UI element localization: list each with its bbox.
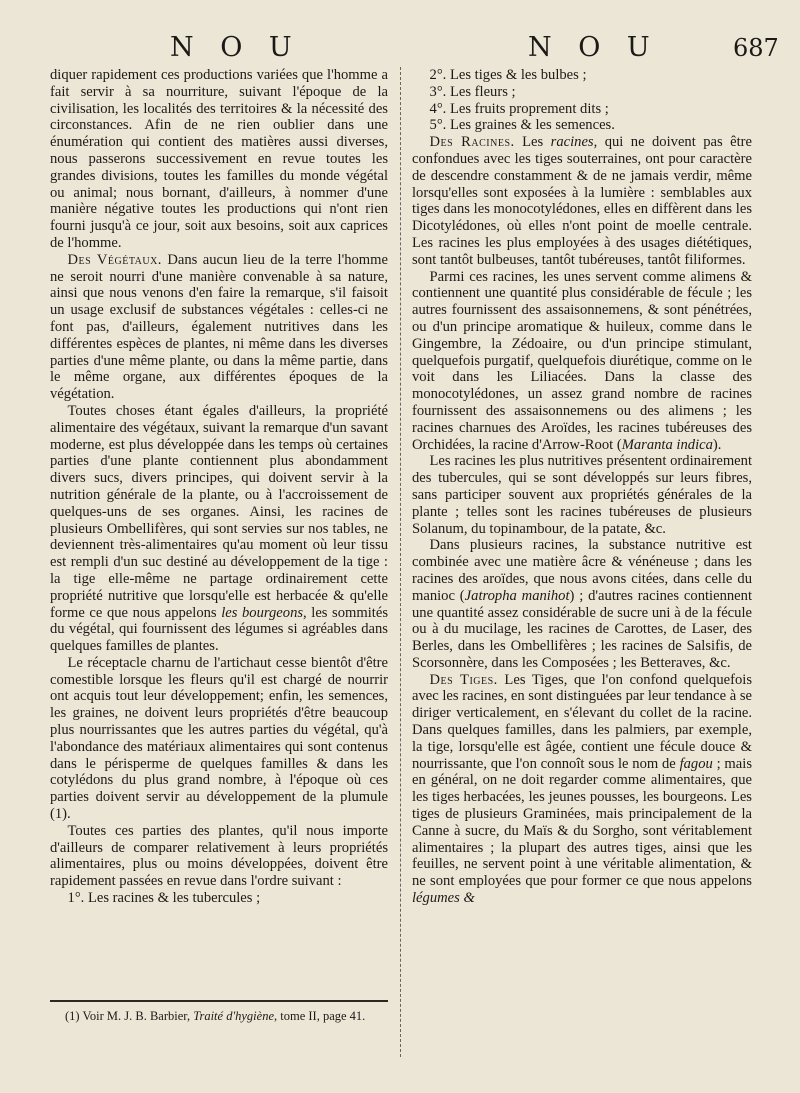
footnote: (1) Voir M. J. B. Barbier, Traité d'hygiène, tome II, page 41. xyxy=(65,1009,366,1023)
section-heading: Des Racines. xyxy=(429,134,515,151)
column-divider xyxy=(400,67,402,1057)
page-number: 687 xyxy=(733,34,779,62)
paragraph: Toutes choses étant égales d'ailleurs, la propriété alimentaire des végétaux, suivant la remarque d'un savant moderne, est plus développée dans les temps où certaines parties d'une plante contiennent plus abondamment divers sucs, divers principes, qui doivent servir à la nutrition générale de la plante, ou à l'accroissement de quelques-uns de ses organes. Ainsi, les racines de plusieurs Ombellifères, qui sont servies sur nos tables, ne deviennent très-alimentaires qu'au moment où leur tissu est rempli d'un suc destiné au développement de la tige : la tige elle-même ne partage ordinairement cette propriété nutritive que lorsqu'elle est herbacée & qu'elle forme ce que nous appelons les bourgeons, les sommités du végétal, qui fournissent des légumes si agréables dans quelques familles de plantes. xyxy=(50,402,388,655)
paragraph: Les racines les plus nutritives présentent ordinairement des tubercules, qui se sont développés sur leurs fibres, sans participer souvent aux propriétés générales de la plante ; telles sont les racines tubéreuses de plusieurs Solanum, du topinambour, de la patate, &c. xyxy=(412,453,752,537)
section-heading: Des Végétaux. xyxy=(67,251,162,268)
paragraph: Des Tiges. Les Tiges, que l'on confond quelquefois avec les racines, en sont distinguées par leur tendance à se diriger verticalement, en s'élevant du collet de la racine. Dans quelques familles, dans les palmiers, par exemple, la tige, lorsqu'elle est âgée, contient une fécule douce & nourrissante, que l'on connoît sous le nom de fagou ; mais en général, on ne doit regarder comme alimentaires, que les tiges herbacées, les jeunes pousses, les bourgeons. Les tiges de plusieurs Graminées, mais principalement de la Canne à sucre, du Maïs & du Sorgho, sont véritablement alimentaires ; la plupart des autres tiges, ainsi que les feuilles, ne servent point à une véritable alimentation, & ne sont employées que pour former ce que nous appelons légumes & xyxy=(412,671,752,907)
list-item: 3°. Les fleurs ; xyxy=(429,83,516,100)
paragraph: Des Racines. Les racines, qui ne doivent pas être confondues avec les tiges souterraines, ont pour caractère de descendre constamment & de ne jamais verdir, même lorsqu'elles sont exposées à la lumière : semblables aux tiges dans les monocotylédones, elles en diffèrent dans les Dicotylédones, où elles n'ont point de moelle centrale. Les racines les plus employées à des usages diététiques, sont tantôt bulbeuses, tantôt tubéreuses, tantôt filiformes. xyxy=(412,134,752,268)
paragraph: Dans plusieurs racines, la substance nutritive est combinée avec une matière âcre & vénéneuse ; dans les racines des aroïdes, que nous avons citées, dans celle du manioc (Jatropha manihot) ; d'autres racines contiennent une quantité assez considérable de sucre uni à de la fécule ou à du mucilage, les racines de Carottes, de Laser, des Berles, dans les Ombellifères ; les racines de Salsifis, de Scorsonnère, dans les Composées ; les Betteraves, &c. xyxy=(412,537,753,671)
paragraph: Parmi ces racines, les unes servent comme alimens & contiennent une quantité plus considérable de fécule ; les autres fournissent des assaisonnemens, & sont pénétrées, ou d'un principe aromatique & huileux, comme dans le Gingembre, la Zédoaire, ou d'un principe stimulant, quelquefois purgatif, quelquefois diurétique, comme on le voit dans les Liliacées. Dans la classe des monocotylédones, un assez grand nombre de racines fournissent des assaisonnemens ou des alimens ; les racines charnues des Aroïdes, les racines tubéreuses des Orchidées, la racine d'Arrow-Root (Maranta indica). xyxy=(412,268,752,453)
running-head-left: N O U xyxy=(170,32,301,63)
list-item: 4°. Les fruits proprement dits ; xyxy=(429,100,609,117)
list-item: 5°. Les graines & les semences. xyxy=(429,117,615,134)
page-header xyxy=(0,22,800,62)
section-heading: Des Tiges. xyxy=(429,671,498,688)
footnote-rule xyxy=(50,1000,388,1002)
paragraph: Le réceptacle charnu de l'artichaut cesse bientôt d'être comestible lorsque les fleurs qu'il est chargé de nourrir ont acquis tout leur développement; enfin, les semences, les graines, ne doivent leurs propriétés d'être beaucoup plus nourrissantes que les autres parties du végétal, qu'à l'abondance des matériaux alimentaires qui sont contenus dans le périsperme de quelques familles & dans les cotylédons du plus grand nombre, à l'époque où ces parties doivent servir au développement de la plumule (1). xyxy=(50,654,388,823)
right-column xyxy=(412,67,752,907)
running-head-right: N O U xyxy=(528,32,659,63)
paragraph: diquer rapidement ces productions variées que l'homme a fait servir à sa nourriture, suivant l'époque de la civilisation, les localités des territoires & la nécessité des circonstances. Afin de ne rien oublier dans une énumération qui contient des matières aussi diverses, nous passerons successivement en revue toutes les grandes divisions, toutes les familles du monde végétal ou animal; nous bornant, d'ailleurs, à nommer d'une manière négative toutes les productions qui n'ont rien fourni jusqu'à ce jour, soit aux besoins, soit aux caprices de l'homme. xyxy=(50,67,388,251)
list-item: 1°. Les racines & les tubercules ; xyxy=(67,890,261,907)
left-column xyxy=(50,67,388,907)
paragraph: Des Végétaux. Dans aucun lieu de la terre l'homme ne seroit nourri d'une manière convenable à sa nature, ainsi que nous venons d'en faire la remarque, s'il faisoit un usage exclusif de substances végétales : celles-ci ne font pas, d'ailleurs, également nutritives dans les différentes espèces de plantes, ni même dans les diverses parties d'une même plante, ou dans la même partie, dans le même organe, aux différentes époques de la végétation. xyxy=(50,251,388,403)
list-item: 2°. Les tiges & les bulbes ; xyxy=(429,67,587,83)
paragraph: Toutes ces parties des plantes, qu'il nous importe d'ailleurs de comparer relativement à leurs propriétés alimentaires, plus ou moins développées, doivent être rapidement passées en revue dans l'ordre suivant : xyxy=(50,822,388,890)
